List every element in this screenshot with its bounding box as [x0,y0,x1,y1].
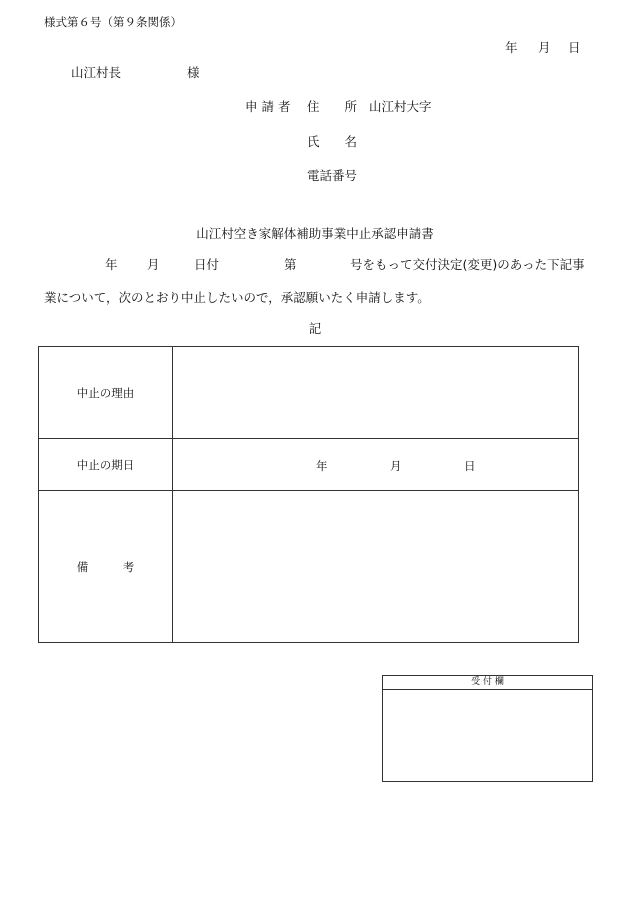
ki-heading: 記 [308,321,322,336]
form-number: 様式第６号（第９条関係） [44,15,182,29]
remarks-row [39,491,579,643]
details-table [38,346,579,643]
body-month: 月 [147,257,160,272]
period-month: 月 [390,459,402,474]
document-title: 山江村空き家解体補助事業中止承認申請書 [196,226,434,241]
address-value: 山江村大字 [369,99,432,114]
reason-value[interactable] [173,347,579,439]
reason-row [39,347,579,439]
remarks-value[interactable] [173,491,579,643]
receipt-label: 受 付 欄 [383,676,592,690]
addressee-honorific: 様 [187,65,200,80]
name-label: 氏 名 [307,134,358,149]
phone-label: 電話番号 [307,168,358,183]
body-year: 年 [105,257,118,272]
period-year: 年 [316,459,328,474]
header-date-day: 日 [568,40,581,55]
period-label: 中止の期日 [39,439,173,491]
body-day: 日付 [194,257,220,272]
receipt-box [382,675,593,782]
reason-label: 中止の理由 [39,347,173,439]
period-value[interactable] [173,439,579,491]
addressee-name: 山江村長 [71,65,122,80]
period-row [39,439,579,491]
header-date-year: 年 [505,40,518,55]
period-day: 日 [464,459,476,474]
address-label: 住 所 [307,99,358,114]
remarks-label: 備 考 [39,491,173,643]
header-date-month: 月 [538,40,551,55]
body-text-line1: 号をもって交付決定(変更)のあった下記事 [350,257,585,272]
body-text-line2: 業について，次のとおり中止したいので，承認願いたく申請します。 [44,290,430,305]
applicant-label: 申 請 者 [245,99,291,114]
body-dai: 第 [284,257,297,272]
